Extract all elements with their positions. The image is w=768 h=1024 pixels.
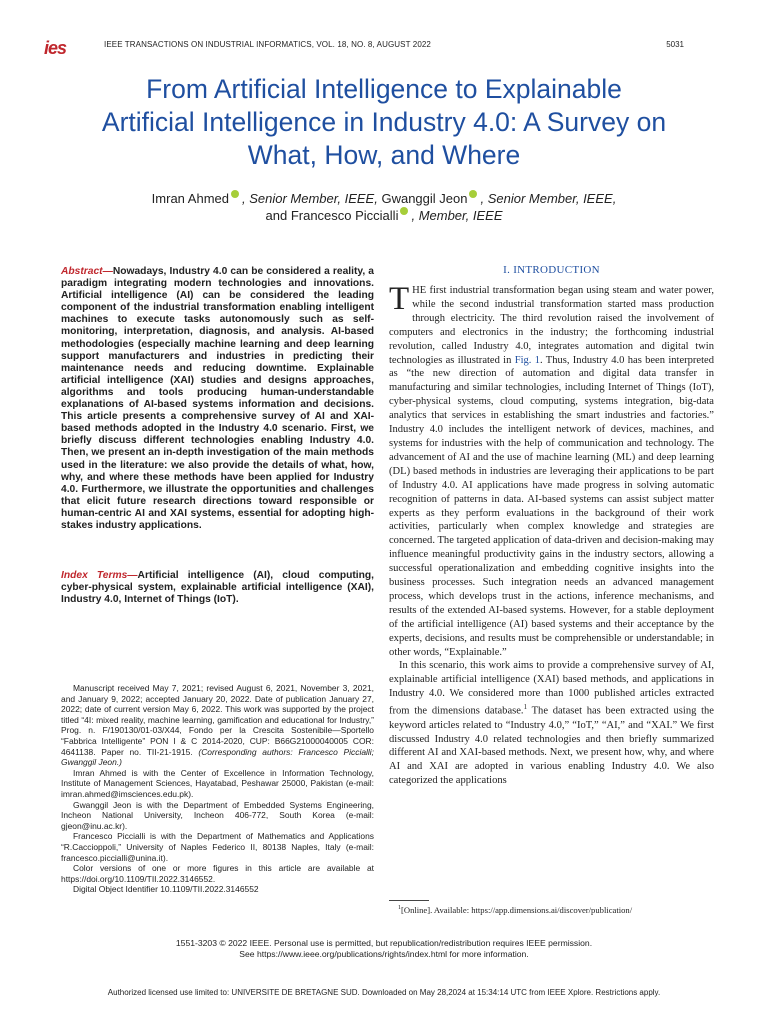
- footnote-marker[interactable]: 1: [523, 703, 528, 712]
- author-list: [40, 190, 728, 224]
- author-name: Imran Ahmed: [151, 191, 229, 206]
- author-name: Gwanggil Jeon: [381, 191, 468, 206]
- journal-running-head: IEEE TRANSACTIONS ON INDUSTRIAL INFORMATICS, VOL. 18, NO. 8, AUGUST 2022: [104, 40, 431, 49]
- author-role: , Member, IEEE: [411, 208, 503, 223]
- intro-paragraph: In this scenario, this work aims to provide a comprehensive survey of AI, explainable artificial intelligence (XAI) based methods, and applications in Industry 4.0. We considered more than 1000 published articles extracted from the dimensions database.$^1$ The dataset has been extracted using the keyword articles related to “Industry 4.0,” “IoT,” “AI,” and “XAI.” We first discussed Industry 4.0 related technologies and then briefly summarized different AI and XAI-based methods. Next, we present how, why, and where AI and XAI are adopted in various enabling Industry 4.0. We also categorized the applications: [389, 660, 714, 787]
- footnote-text: [Online]. Available: https://app.dimensions.ai/discover/publication/: [401, 905, 633, 915]
- orcid-icon[interactable]: [231, 190, 239, 198]
- author-role: , Senior Member, IEEE,: [242, 191, 378, 206]
- drop-cap: T: [389, 281, 410, 317]
- orcid-icon[interactable]: [469, 190, 477, 198]
- author-conjunction: and: [265, 208, 288, 223]
- ies-logo: ies: [44, 38, 67, 58]
- figure-link[interactable]: Fig. 1: [514, 354, 540, 366]
- index-terms: [61, 570, 374, 606]
- corresponding-authors: (Corresponding authors: Francesco Piccialli; Gwanggil Jeon.): [61, 746, 374, 768]
- footnote-rule: [389, 900, 429, 901]
- page-number: 5031: [666, 40, 684, 49]
- author-affiliation: Gwanggil Jeon is with the Department of Embedded Systems Engineering, Incheon National University, Incheon 406-772, South Korea (e-mail: gjeon@inu.ac.kr).: [61, 799, 374, 831]
- author-affiliation: Francesco Piccialli is with the Department of Mathematics and Applications “R.Caccioppoli,” University of Naples Federico II, 80138 Naples, Italy (e-mail: francesco.piccialli@unina.it).: [61, 831, 374, 863]
- title-line: What, How, and Where: [247, 140, 521, 170]
- section-heading-text: INTRODUCTION: [513, 264, 600, 276]
- paper-title: [40, 73, 728, 172]
- introduction-body: [389, 281, 714, 788]
- title-line: Artificial Intelligence in Industry 4.0: A Survey on: [101, 107, 667, 137]
- index-terms-text: Artificial intelligence (AI), cloud computing, cyber-physical system, explainable artificial intelligence (XAI), Industry 4.0, Internet of Things (IoT).: [61, 570, 374, 606]
- doi-note: Digital Object Identifier 10.1109/TII.2022.3146552: [73, 884, 259, 895]
- index-terms-label: Index Terms—: [61, 570, 138, 581]
- author-name: Francesco Piccialli: [290, 208, 399, 223]
- intro-paragraph: THE first industrial transformation began using steam and water power, while the second industrial transformation started mass production through electricity. The third revolution raised the involvement of computers and electronics in the industry; the forthcoming industrial revolution, called Industry 4.0, integrates automation and digital twin technologies as illustrated in Fig. 1. Thus, Industry 4.0 has been interpreted as “the new direction of automation and digital data transfer in manufacturing and similar technologies, including Internet of Things (IoT), cyber-physical systems, cloud computing, systems integration, big-data analytics that services in establishing the smart industries and factories.” Industry 4.0 includes the intelligent network of devices, machines, and systems for industries with the help of communication and technology. The advancement of AI and the use of machine learning (ML) and deep learning (DL) based methods in industries are leveraging their applications to be part of Industry 4.0. AI applications have made progress in solving automatic recognition of patterns in data. AI-based systems can assist subject matter experts as they perform evaluations in the background of their work activities, particularly when complex knowledge and strategies are concerned. The targeted application of data-driven and decision-making may influence meaningful productivity gains in the industry sectors, allowing a successful operationalization and embedding cognitive insights into the business processes. Such integration needs an advanced management process, which develops trust in the actions, inference mechanisms, and results of the extended AI-based systems. However, for a stable deployment of the artificial intelligence (AI) based systems and their acceptance by the experts, decisions, and results must be comprehensible or understandable; in other words, “Explainable.”: [389, 281, 714, 658]
- footnote: [398, 905, 718, 915]
- author-affiliation: Imran Ahmed is with the Center of Excellence in Information Technology, Institute of Management Sciences, Hayatabad, Peshawar 25000, Pakistan (e-mail: imran.ahmed@imsciences.edu.pk).: [61, 767, 374, 799]
- title-line: From Artificial Intelligence to Explainable: [146, 74, 622, 104]
- footnote-mark: 1: [398, 905, 401, 912]
- manuscript-footnotes: [61, 683, 374, 895]
- running-header: [44, 36, 684, 58]
- copyright-notice: 1551-3203 © 2022 IEEE. Personal use is permitted, but republication/redistribution requires IEEE permission. See https://www.ieee.org/publications/rights/index.html for more information.: [175, 938, 593, 959]
- abstract-text: Nowadays, Industry 4.0 can be considered a reality, a paradigm integrating modern technologies and innovations. Artificial intelligence (AI) can be considered the leading component of the industrial transformation enabling intelligent machines to execute tasks autonomously such as self-monitoring, interpretation, diagnosis, and analysis. AI-based methodologies (especially machine learning and deep learning support manufacturers and industries in predicting their maintenance needs and reducing downtime. Explainable artificial intelligence (XAI) studies and designs approaches, algorithms and tools producing human-understandable explanations of AI-based systems information and decisions. This article presents a comprehensive survey of AI and XAI-based methods adopted in the Industry 4.0 scenario. First, we briefly discuss different technologies enabling Industry 4.0. Then, we present an in-depth investigation of the main methods used in the literature: we also provide the details of what, how, why, and where these methods have been applied for Industry 4.0. Furthermore, we illustrate the opportunities and challenges that elicit future research directions toward responsible or human-centric AI and XAI systems, essential for adopting high-stakes industry applications.: [61, 266, 374, 531]
- license-notice: Authorized licensed use limited to: UNIVERSITE DE BRETAGNE SUD. Downloaded on May 28,2024 at 15:34:14 UTC from IEEE Xplore. Restrictions apply.: [107, 988, 661, 997]
- color-figures-note: Color versions of one or more figures in this article are available at https://doi.org/10.1109/TII.2022.3146552.: [61, 863, 374, 884]
- abstract-label: Abstract—: [61, 266, 113, 277]
- orcid-icon[interactable]: [400, 207, 408, 215]
- manuscript-note: Manuscript received May 7, 2021; revised August 6, 2021, November 3, 2021, and January 9, 2022; accepted January 20, 2022. Date of publication January 27, 2022; date of current version May 6, 2022. This work was supported by the project titled “4I: mixed reality, machine learning, gamification and educational for Industry,” Prog. n. F/190130/01-03/X44, Fondo per la Crescita Sostenibile—Sportello “Fabbrica Intelligente” PON I & C 2014-2020, CUP: B66G21000040005 COR: 4641138. Paper no. TII-21-1915. (Corresponding authors: Francesco Piccialli; Gwanggil Jeon.): [61, 683, 374, 768]
- section-heading: I. INTRODUCTION: [503, 264, 600, 276]
- abstract: [61, 266, 374, 532]
- author-role: , Senior Member, IEEE,: [480, 191, 617, 206]
